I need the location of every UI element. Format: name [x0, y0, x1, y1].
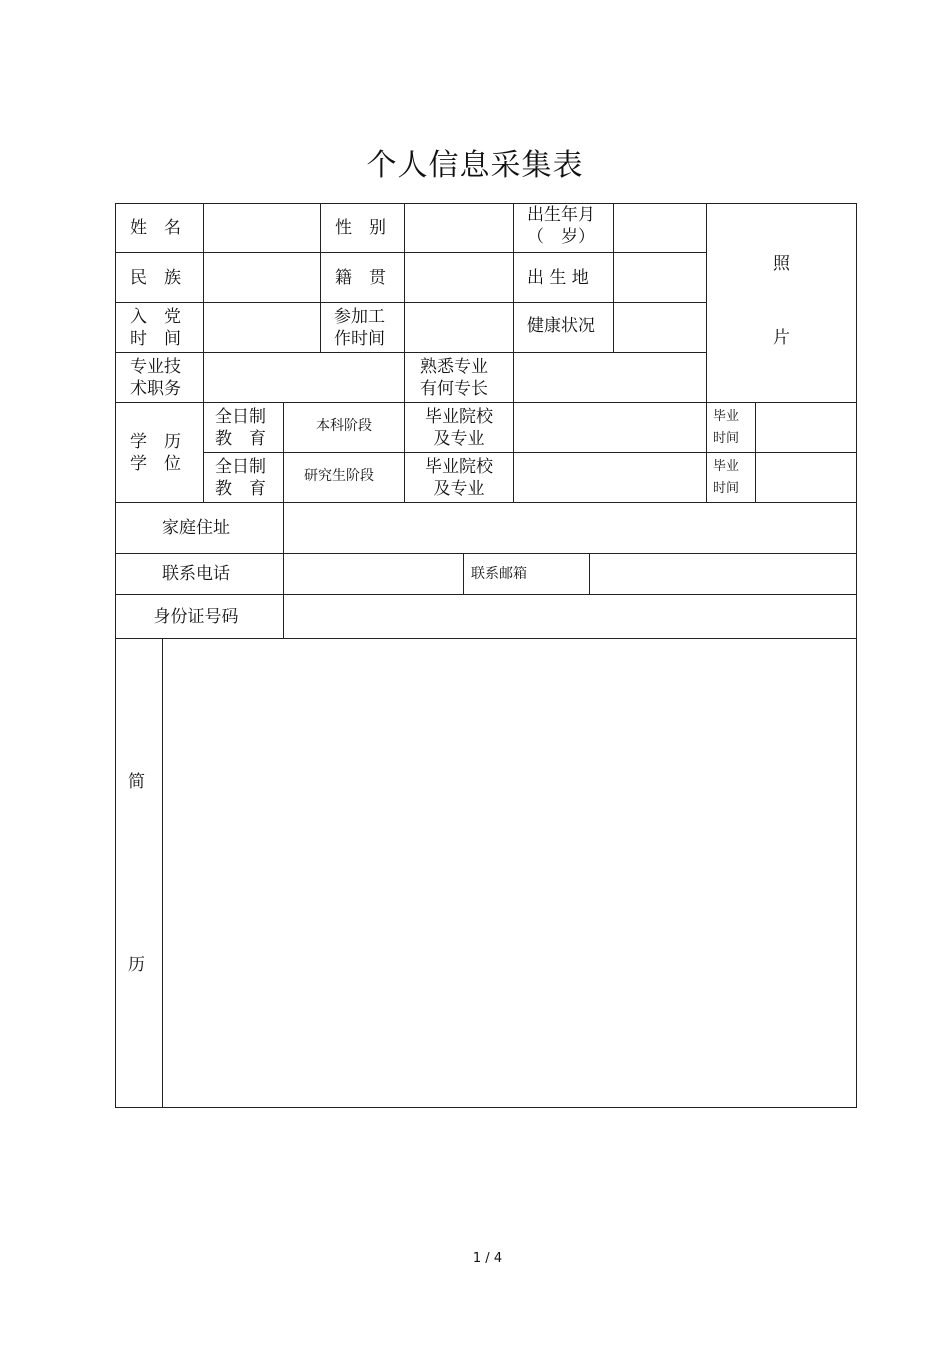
work-start-label: [321, 303, 404, 352]
fulltime-edu-label-1: [204, 403, 283, 452]
page-number: 1 / 4: [472, 1251, 503, 1266]
name-label-text: 姓 名: [130, 218, 181, 238]
address-label-text: 家庭住址: [162, 518, 230, 538]
fulltime-edu-label-2: [204, 453, 283, 502]
undergrad-school-field[interactable]: [518, 407, 702, 447]
work-start-line2: 作时间: [334, 328, 385, 349]
health-label-text: 健康状况: [527, 316, 595, 336]
grad-time-label-1: [707, 403, 755, 452]
undergrad-stage-label: [284, 403, 404, 449]
education-degree-line1: 学 历: [130, 431, 181, 452]
expertise-line1: 熟悉专业: [420, 356, 488, 377]
party-join-line2: 时 间: [130, 328, 181, 349]
professional-title-label: [116, 353, 203, 402]
gender-label-text: 性 别: [335, 218, 386, 238]
ethnicity-label: [116, 253, 203, 302]
school-major-2-line2: 及专业: [433, 478, 485, 499]
column-divider: [613, 203, 614, 353]
grad-time-2-line2: 时间: [713, 480, 740, 496]
address-field[interactable]: [290, 508, 850, 548]
column-divider: [755, 402, 756, 503]
resume-label-bottom: [128, 953, 158, 977]
native-place-label: [321, 253, 404, 302]
work-start-field[interactable]: [409, 307, 509, 347]
graduate-stage-text: 研究生阶段: [304, 468, 374, 484]
graduate-school-field[interactable]: [518, 457, 702, 497]
photo-label-bottom: [707, 326, 856, 350]
fulltime-edu-1-line1: 全日制: [215, 406, 266, 427]
id-number-label: [116, 595, 276, 638]
gender-field[interactable]: [409, 208, 509, 248]
expertise-field[interactable]: [518, 357, 702, 397]
grad-time-1-line2: 时间: [713, 430, 740, 446]
photo-label-top: [707, 252, 856, 276]
grad-time-2-line1: 毕业: [713, 458, 740, 474]
graduate-grad-time-field[interactable]: [759, 457, 853, 497]
work-start-line1: 参加工: [334, 306, 385, 327]
undergrad-stage-text: 本科阶段: [316, 418, 372, 434]
health-label: [514, 303, 613, 349]
column-divider: [589, 553, 590, 595]
photo-label-line1: 照: [773, 254, 790, 274]
column-divider: [162, 638, 163, 1108]
fulltime-edu-2-line1: 全日制: [215, 456, 266, 477]
party-join-field[interactable]: [208, 307, 316, 347]
birth-label: [514, 201, 613, 251]
address-label: [116, 503, 276, 553]
table-border-right: [856, 203, 857, 1108]
resume-field[interactable]: [170, 645, 854, 1104]
fulltime-edu-1-line2: 教 育: [215, 428, 266, 449]
education-degree-label: [116, 403, 203, 502]
resume-line1: 简: [128, 772, 145, 792]
health-field[interactable]: [618, 307, 702, 347]
birth-date-field[interactable]: [618, 208, 702, 248]
row-divider: [115, 638, 857, 639]
birth-label-line1: 出生年月: [527, 205, 595, 225]
native-place-field[interactable]: [409, 257, 509, 297]
birth-label-line2: （ 岁）: [527, 227, 595, 247]
birthplace-field[interactable]: [618, 257, 702, 297]
email-field[interactable]: [595, 557, 851, 591]
gender-label: [321, 204, 404, 252]
native-place-label-text: 籍 贯: [335, 267, 386, 288]
photo-label-line2: 片: [773, 328, 790, 348]
school-major-1-line1: 毕业院校: [425, 406, 493, 427]
birthplace-label-text: 出 生 地: [527, 267, 589, 288]
party-join-line1: 入 党: [130, 306, 181, 327]
expertise-label: [405, 353, 513, 402]
undergrad-grad-time-field[interactable]: [759, 407, 853, 447]
id-number-field[interactable]: [290, 598, 850, 634]
expertise-line2: 有何专长: [420, 378, 488, 399]
grad-time-1-line1: 毕业: [713, 408, 740, 424]
phone-field[interactable]: [290, 557, 458, 591]
phone-label: [116, 554, 276, 594]
professional-title-line2: 术职务: [130, 378, 181, 399]
graduate-stage-label: [284, 453, 394, 499]
professional-title-line1: 专业技: [130, 356, 181, 377]
ethnicity-label-text: 民 族: [130, 267, 181, 288]
table-border-top: [115, 203, 857, 204]
name-field[interactable]: [208, 208, 316, 248]
id-number-label-text: 身份证号码: [153, 606, 239, 627]
table-border-bottom: [115, 1107, 857, 1108]
grad-time-label-2: [707, 453, 755, 502]
school-major-2-line1: 毕业院校: [425, 456, 493, 477]
email-label-text: 联系邮箱: [471, 566, 527, 582]
professional-title-field[interactable]: [208, 357, 400, 397]
resume-label-top: [128, 770, 158, 794]
school-major-1-line2: 及专业: [433, 428, 485, 449]
phone-label-text: 联系电话: [162, 564, 230, 584]
party-join-label: [116, 303, 203, 352]
fulltime-edu-2-line2: 教 育: [215, 478, 266, 499]
birthplace-label: [514, 253, 613, 302]
education-degree-line2: 学 位: [130, 453, 181, 474]
school-major-label-2: [405, 453, 513, 502]
resume-line2: 历: [128, 955, 145, 975]
email-label: [464, 554, 589, 594]
form-title: 个人信息采集表: [366, 148, 584, 183]
school-major-label-1: [405, 403, 513, 452]
name-label: [116, 204, 203, 252]
ethnicity-field[interactable]: [208, 257, 316, 297]
